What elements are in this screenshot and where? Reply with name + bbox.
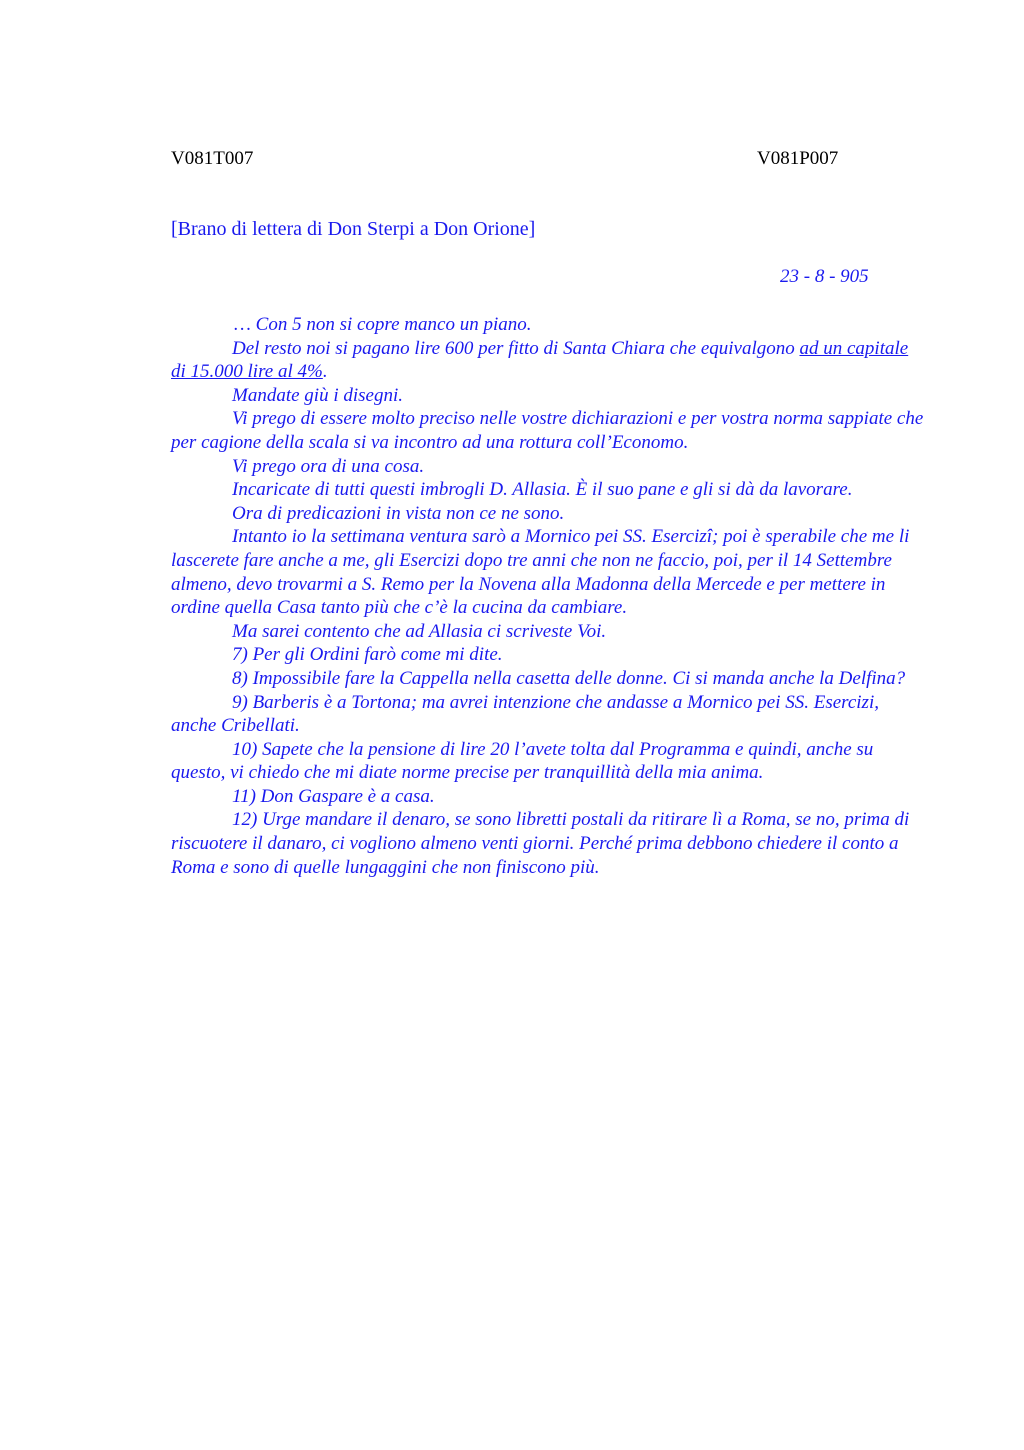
paragraph: Mandate giù i disegni. [232, 384, 403, 406]
paragraph: 10) Sapete che la pensione di lire 20 l’avete tolta dal Programma e quindi, anche su questo, vi chiedo che mi diate norme precise per tranquillità della mia anima. [171, 738, 874, 784]
paragraph: … Con 5 non si copre manco un piano. [234, 314, 532, 335]
letter-date: 23 - 8 - 905 [780, 266, 869, 287]
paragraph: 9) Barberis è a Tortona; ma avrei intenzione che andasse a Mornico pei SS. Esercizi, anche Cribellati. [171, 691, 879, 737]
document-code-right: V081P007 [757, 148, 839, 169]
paragraph: Vi prego di essere molto preciso nelle vostre dichiarazioni e per vostra norma sappiate che per cagione della scala si va incontro ad una rottura coll’Economo. [171, 408, 924, 453]
paragraph: 7) Per gli Ordini farò come mi dite. [232, 644, 503, 666]
paragraph: Incaricate di tutti questi imbrogli D. Allasia. È il suo pane e gli si dà da lavorare. [232, 479, 853, 501]
paragraph: Ora di predicazioni in vista non ce ne sono. [232, 502, 565, 524]
paragraph-text: Del resto noi si pagano lire 600 per fitto di Santa Chiara che equivalgono [232, 337, 800, 359]
paragraph [171, 337, 926, 384]
underlined-text: ad un capitale di 15.000 lire al 4% [171, 337, 909, 383]
paragraph: 8) Impossibile fare la Cappella nella casetta delle donne. Ci si manda anche la Delfina? [232, 667, 906, 689]
paragraph: Vi prego ora di una cosa. [232, 455, 425, 477]
letter-body [171, 313, 926, 879]
paragraph: 12) Urge mandare il denaro, se sono libretti postali da ritirare lì a Roma, se no, prima di riscuotere il danaro, ci vogliono almeno venti giorni. Perché prima debbono chiedere il conto a Roma e sono di quelle lungaggini che non finiscono più. [171, 809, 910, 878]
document-code-left: V081T007 [171, 148, 254, 169]
paragraph: Intanto io la settimana ventura sarò a Mornico pei SS. Esercizî; poi è sperabile che me li lascerete fare anche a me, gli Esercizi dopo tre anni che non ne faccio, poi, per il 14 Settembre almeno, devo trovarmi a S. Remo per la Novena alla Madonna della Mercede e per mettere in ordine quella Casa tanto più che c’è la cucina da cambiare. [171, 526, 910, 619]
paragraph-text: . [322, 361, 328, 383]
paragraph: 11) Don Gaspare è a casa. [232, 785, 435, 807]
letter-title: [Brano di lettera di Don Sterpi a Don Orione] [171, 218, 536, 240]
paragraph: Ma sarei contento che ad Allasia ci scriveste Voi. [232, 620, 607, 642]
